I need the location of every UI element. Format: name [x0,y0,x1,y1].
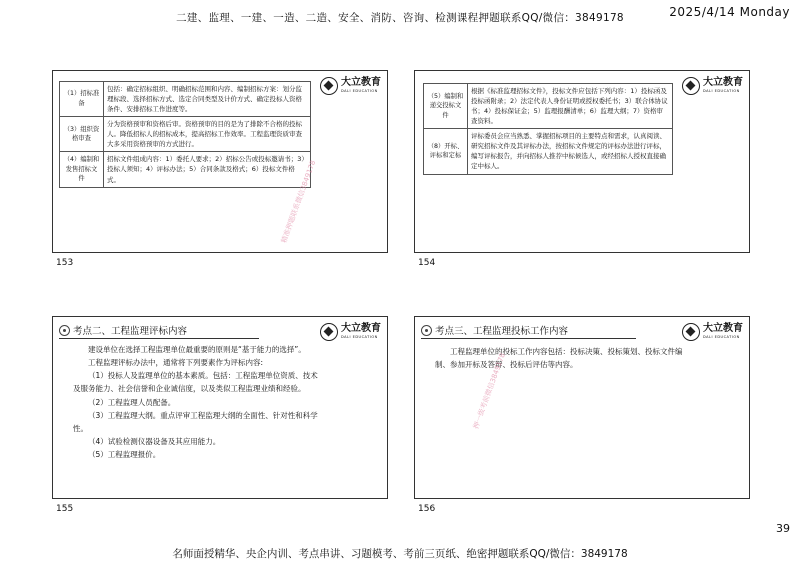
paragraph: 工程监理单位的投标工作内容包括：投标决策、投标策划、投标文件编制、参加开标及答辩、投标后评估等内容。 [435,347,683,370]
title-underline [59,338,259,339]
title-underline [421,338,636,339]
logo-cn: 大立教育 [341,77,381,89]
row-value: 评标委员会应当熟悉、掌握招标项目的主要特点和需求，认真阅读、研究招标文件及其评标办法，按招标文件规定的评标办法进行评标，编写评标报告，并向招标人推荐中标候选人，或经招标人授权直接确定中标人。 [468,129,673,174]
logo-en: DALI EDUCATION [341,335,378,340]
bullet-icon [421,325,432,336]
page-number: 39 [776,522,790,535]
slide-156-body [435,345,690,371]
bullet-icon [59,325,70,336]
slide-154-table [423,83,673,175]
logo [682,77,743,95]
logo [320,323,381,341]
slide-number: 153 [56,258,74,268]
paragraph: 工程监理评标办法中，通常将下列要素作为评标内容: [88,358,264,368]
watermark: 押一级考前微信3849178 [471,351,507,431]
logo-en: DALI EDUCATION [703,335,740,340]
footer-text: 名师面授精华、央企内训、考点串讲、习题模考、考前三页纸、绝密押题联系QQ/微信：3849178 [172,548,628,560]
paragraph: （2）工程监理人员配备。 [88,397,176,407]
paragraph: （3）工程监理大纲。重点评审工程监理大纲的全面性、针对性和科学性。 [73,410,318,433]
table-row [60,152,311,187]
row-key: （3）组织资格审查 [60,117,104,152]
section-title-text: 考点三、工程监理投标工作内容 [435,326,569,337]
slide-153 [52,70,388,253]
slide-155 [52,316,388,499]
paragraph: （1）投标人及监理单位的基本素质。包括：工程监理单位资质、技术及服务能力、社会信誉和企业诚信度，以及类似工程监理业绩和经验。 [73,371,318,394]
section-title [59,323,187,337]
slide-156 [414,316,750,499]
table-row [424,129,673,174]
table-row [424,84,673,129]
section-title-text: 考点二、工程监理评标内容 [73,326,188,337]
logo-cn: 大立教育 [703,77,743,89]
dali-logo-icon [320,77,338,95]
dali-logo-icon [682,323,700,341]
header-title: 二建、监理、一建、一造、二造、安全、消防、咨询、检测课程押题联系QQ/微信：3849178 [176,12,624,24]
watermark: 精准押题联系微信3849178 [279,159,318,245]
row-key: （5）编制和递交投标文件 [424,84,468,129]
paragraph: （4）试验检测仪器设备及其应用能力。 [88,436,221,446]
logo [320,77,381,95]
row-key: （8）开标、评标和定标 [424,129,468,174]
logo [682,323,743,341]
slide-155-body [73,343,323,461]
slide-154 [414,70,750,253]
section-title [421,323,568,337]
row-value: 招标文件组成内容：1）委托人要求；2）招标公告或投标邀请书；3）投标人须知；4）评标办法；5）合同条款及格式；6）投标文件格式。 [104,152,311,187]
table-row [60,117,311,152]
dali-logo-icon [320,323,338,341]
header-date: 2025/4/14 Monday [669,5,790,19]
logo-cn: 大立教育 [703,323,743,335]
dali-logo-icon [682,77,700,95]
logo-en: DALI EDUCATION [703,89,740,94]
slide-number: 155 [56,504,74,514]
row-value: 分为资格预审和资格后审。资格预审的目的是为了排除不合格的投标人。降低招标人的招标成本，提高招标工作效率。工程监理资质审查大多采用资格预审的方式进行。 [104,117,311,152]
paragraph: 建设单位在选择工程监理单位最重要的原则是“基于能力的选择”。 [88,345,306,354]
paragraph: （5）工程监理报价。 [88,450,161,459]
slide-number: 154 [418,258,436,268]
slide-number: 156 [418,504,436,514]
row-key: （4）编制和发售招标文件 [60,152,104,187]
row-value: 包括：确定招标组织、明确招标范围和内容、编制招标方案：划分监理标段、选择招标方式、选定合同类型及计价方式、确定投标人资格条件、安排招标工作进度等。 [104,82,311,117]
slide-153-table [59,81,311,188]
table-row [60,82,311,117]
logo-cn: 大立教育 [341,323,381,335]
row-key: （1）招标准备 [60,82,104,117]
row-value: 根据《标准监理招标文件》，投标文件应包括下列内容：1）投标函及投标函附录；2）法定代表人身份证明或授权委托书；3）联合体协议书；4）投标保证金；5）监理报酬清单；6）监理大纲；7）资格审查资料。 [468,84,673,129]
logo-en: DALI EDUCATION [341,89,378,94]
